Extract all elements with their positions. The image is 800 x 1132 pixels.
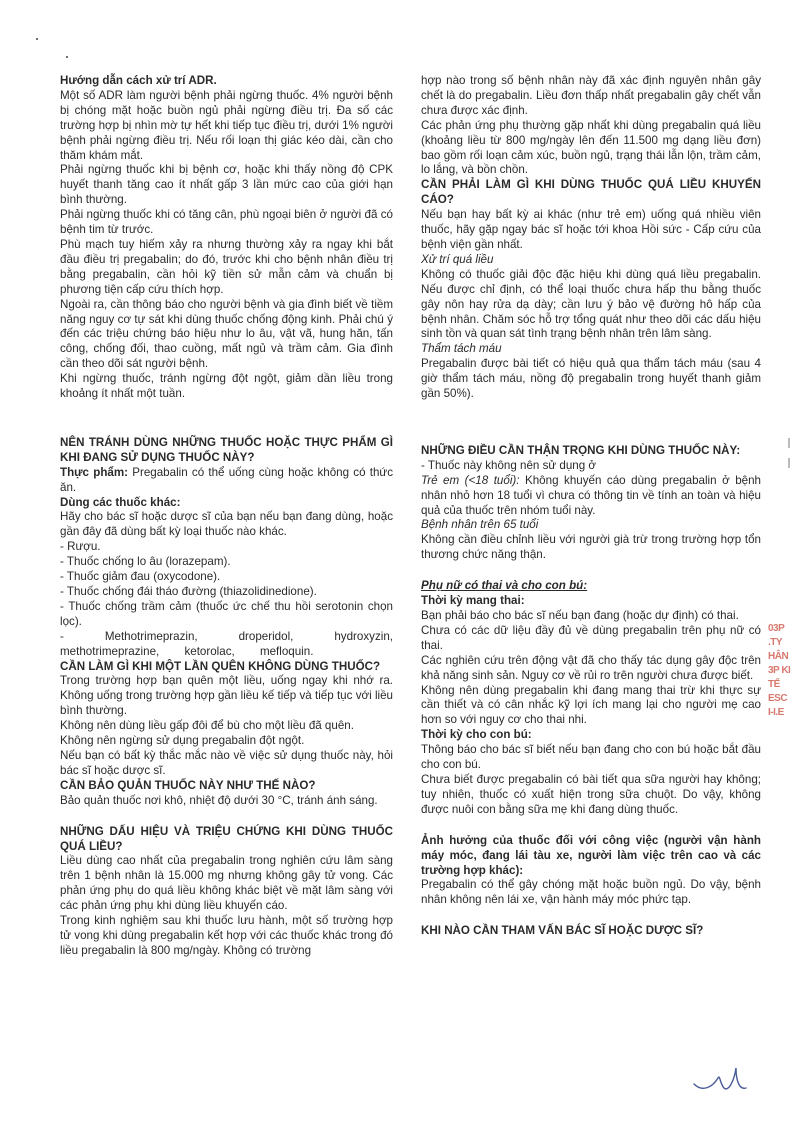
pregnancy-paragraph: Bạn phải báo cho bác sĩ nếu bạn đang (hoặc dự định) có thai. — [421, 609, 739, 622]
adr-paragraph: Khi ngừng thuốc, tránh ngừng đột ngột, giảm dần liều trong khoảng ít nhất một tuần. — [60, 372, 393, 401]
left-column — [60, 74, 393, 959]
adr-paragraph: Ngoài ra, cần thông báo cho người bệnh và gia đình biết về tiềm năng nguy cơ tự sát khi dùng thuốc chống động kinh. Phải chú ý đến các triệu chứng báo hiệu như lo âu, vật vã, hung hăn, tấn công, chống đối, thao cuồng, mất ngủ và trầm cảm. Gia đình cần theo dõi sát người bệnh. — [60, 297, 393, 371]
storage-heading: CẦN BẢO QUẢN THUỐC NÀY NHƯ THẾ NÀO? — [60, 778, 316, 792]
overdose-paragraph: Liều dùng cao nhất của pregabalin trong nghiên cứu lâm sàng trên 1 bệnh nhân là 15.000 mg nhưng không gây tử vong. Các phản ứng phụ do quá liều không khác biệt về mặt lâm sàng với các phản ứng phụ khi dùng liều khuyến cáo. — [60, 854, 393, 913]
food-label: Thực phẩm: — [60, 465, 129, 479]
overdose-action-text: Nếu bạn hay bất kỳ ai khác (như trẻ em) uống quá nhiều viên thuốc, hãy gặp ngay bác sĩ hoặc tới khoa Hồi sức - Cấp cứu của bệnh viện gần nhất. — [421, 208, 761, 251]
adr-heading: Hướng dẫn cách xử trí ADR. — [60, 74, 217, 87]
overdose-heading: NHỮNG DẤU HIỆU VÀ TRIỆU CHỨNG KHI DÙNG THUỐC QUÁ LIỀU? — [60, 824, 393, 853]
stamp-text: 3P KI — [768, 665, 791, 676]
overdose-continued: Các phản ứng phụ thường gặp nhất khi dùng pregabalin quá liều (khoảng liều từ 800 mg/ngày lên đến 11.500 mg dạng liều đơn) bao gồm rối loạn cảm xúc, buồn ngủ, trạng thái lẫn lộn, trầm cảm, lo lắng, và bồn chồn. — [421, 118, 761, 177]
pregnancy-label: Thời kỳ mang thai: — [421, 594, 525, 608]
elderly-text: Không cần điều chỉnh liều với người già trừ trong trường hợp tổn thương chức năng thận. — [421, 533, 761, 562]
consult-heading: KHI NÀO CẦN THAM VẤN BÁC SĨ HOẶC DƯỢC SĨ? — [421, 924, 704, 938]
other-drugs-intro: Hãy cho bác sĩ hoặc dược sĩ của bạn nếu bạn đang dùng, hoặc gần đây đã dùng bất kỳ loại thuốc nào khác. — [60, 510, 393, 539]
drug-item: - Thuốc chống trầm cảm (thuốc ức chế thu hồi serotonin chọn lọc). — [60, 599, 393, 628]
work-effects-heading: Ảnh hưởng của thuốc đối với công việc (người vận hành máy móc, đang lái tàu xe, người làm việc trên cao và các trường hợp khác): — [421, 833, 761, 877]
stamp-text: I-I.E — [768, 707, 784, 718]
dialysis-label: Thẩm tách máu — [421, 342, 502, 356]
stamp-text: .TY — [768, 637, 783, 648]
children-label: Trẻ em (<18 tuổi): — [421, 473, 520, 487]
missed-paragraph: Không nên ngừng sử dụng pregabalin đột ngột. — [60, 734, 305, 748]
adr-paragraph: Phải ngừng thuốc khi có tăng cân, phù ngoại biên ở người đã có bệnh tim từ trước. — [60, 208, 393, 237]
adr-paragraph: Phải ngừng thuốc khi bị bệnh cơ, hoặc khi thấy nồng độ CPK huyết thanh tăng cao ít nhất gấp 3 lần mức cao của giới hạn bình thường. — [60, 163, 393, 207]
other-drugs-label: Dùng các thuốc khác: — [60, 495, 181, 509]
dialysis-text: Pregabalin được bài tiết có hiệu quả qua thẩm tách máu (sau 4 giờ thẩm tách máu, nồng độ pregabalin trong huyết thanh giảm gần 50%). — [421, 357, 761, 401]
elderly-label: Bệnh nhân trên 65 tuổi — [421, 518, 539, 532]
food-text: Pregabalin có thể uống cùng hoặc không có thức ăn. — [60, 465, 393, 494]
drug-item: - Thuốc giảm đau (oxycodone). — [60, 570, 221, 584]
drug-item: - Methotrimeprazin, droperidol, hydroxyzin, methotrimeprazine, ketorolac, mefloquin. — [60, 629, 393, 658]
missed-paragraph: Nếu bạn có bất kỳ thắc mắc nào về việc sử dụng thuốc này, hỏi bác sĩ hoặc dược sĩ. — [60, 748, 393, 777]
lactation-paragraph: Chưa biết được pregabalin có bài tiết qua sữa người hay không; tuy nhiên, thuốc có xuất hiện trong sữa chuột. Do vậy, không được nuôi con bằng sữa mẹ khi đang dùng thuốc. — [421, 772, 761, 816]
overdose-paragraph: Trong kinh nghiệm sau khi thuốc lưu hành, một số trường hợp tử vong khi dùng pregabalin kết hợp với các thuốc khác trong đó liều pregabalin là 800 mg/ngày. Không có trường — [60, 914, 393, 957]
caution-intro: - Thuốc này không nên sử dụng ở — [421, 458, 596, 472]
stamp-text: 03P — [768, 623, 785, 634]
overdose-continued: hợp nào trong số bệnh nhân này đã xác định nguyên nhân gây chết là do pregabalin. Liều đơn thấp nhất pregabalin gây chết vẫn chưa được xác định. — [421, 74, 761, 117]
drug-item: - Thuốc chống đái tháo đường (thiazolidinedione). — [60, 585, 317, 598]
stamp-text: TẾ — [768, 679, 780, 690]
work-effects-text: Pregabalin có thể gây chóng mặt hoặc buồn ngủ. Do vậy, bệnh nhân không nên lái xe, vận hành máy móc phức tạp. — [421, 878, 761, 907]
adr-paragraph: Phù mạch tuy hiếm xảy ra nhưng thường xảy ra ngay khi bắt đầu điều trị pregabalin; do đó, trước khi cho bệnh nhân điều trị bằng pregabalin, cần hỏi kỹ tiền sử mẫn cảm và chuẩn bị phương tiện cấp cứu thích hợp. — [60, 237, 393, 296]
overdose-action-heading: CẦN PHẢI LÀM GÌ KHI DÙNG THUỐC QUÁ LIỀU KHUYẾN CÁO? — [421, 178, 761, 207]
scan-edge-mark — [788, 438, 790, 448]
food-paragraph — [60, 466, 393, 496]
stamp-text: ESC — [768, 693, 788, 704]
caution-heading: NHỮNG ĐIỀU CẦN THẬN TRỌNG KHI DÙNG THUỐC NÀY: — [421, 443, 741, 457]
missed-dose-heading: CẦN LÀM GÌ KHI MỘT LẦN QUÊN KHÔNG DÙNG THUỐC? — [60, 659, 381, 673]
drug-item: - Thuốc chống lo âu (lorazepam). — [60, 555, 231, 569]
missed-paragraph: Trong trường hợp bạn quên một liều, uống ngay khi nhớ ra. Không uống trong trường hợp gần liều kế tiếp và tiếp tục với liều bình thường. — [60, 674, 393, 718]
treatment-label: Xử trí quá liều — [421, 252, 494, 266]
pregnancy-paragraph: Các nghiên cứu trên động vật đã cho thấy tác dụng gây độc trên khả năng sinh sản. Nguy cơ về rủi ro trên người chưa được biết. — [421, 653, 761, 682]
stamp-fragment — [768, 622, 798, 720]
pregnancy-paragraph: Không nên dùng pregabalin khi đang mang thai trừ khi thực sự cần thiết và có cân nhắc kỹ lợi ích mang lại cho người mẹ cao hơn so với nguy cơ cho thai nhi. — [421, 683, 761, 727]
treatment-text: Không có thuốc giải độc đặc hiệu khi dùng quá liều pregabalin. Nếu được chỉ định, có thể loại thuốc chưa hấp thu bằng thuốc gây nôn hay rửa dạ dày; cần lưu ý bảo vệ đường hô hấp của bệnh nhân. Chăm sóc hỗ trợ tổng quát như theo dõi các dấu hiệu sinh tồn và quan sát tình trạng bệnh nhân trên lâm sàng. — [421, 267, 761, 341]
scan-edge-mark — [788, 458, 790, 468]
storage-paragraph: Bảo quản thuốc nơi khô, nhiệt độ dưới 30 °C, tránh ánh sáng. — [60, 793, 378, 807]
right-column — [421, 74, 761, 939]
signature-scribble — [690, 1058, 750, 1098]
scan-speck — [66, 56, 68, 58]
women-heading: Phụ nữ có thai và cho con bú: — [421, 579, 588, 593]
stamp-text: HÂN — [768, 651, 789, 662]
adr-paragraph: Một số ADR làm người bệnh phải ngừng thuốc. 4% người bệnh bị chóng mặt hoặc buồn ngủ phải ngừng điều trị. Đa số các trường hợp bị nhìn mờ tự hết khi tiếp tục điều trị, dưới 1% người bệnh phải ngừng điều trị. Nếu rối loạn thị giác kéo dài, cần cho thăm khám mắt. — [60, 88, 393, 162]
scan-speck — [36, 38, 38, 40]
lactation-paragraph: Thông báo cho bác sĩ biết nếu bạn đang cho con bú hoặc bắt đầu cho con bú. — [421, 743, 761, 772]
pregnancy-paragraph: Chưa có các dữ liệu đầy đủ về dùng pregabalin trên phụ nữ có thai. — [421, 623, 761, 652]
avoid-heading: NÊN TRÁNH DÙNG NHỮNG THUỐC HOẶC THỰC PHẨM GÌ KHI ĐANG SỬ DỤNG THUỐC NÀY? — [60, 435, 393, 464]
children-paragraph — [421, 474, 761, 519]
drug-item: - Rượu. — [60, 540, 101, 554]
missed-paragraph: Không nên dùng liều gấp đôi để bù cho một liều đã quên. — [60, 719, 354, 733]
children-text: Không khuyến cáo dùng pregabalin ở bệnh nhân nhỏ hơn 18 tuổi vì chưa có thông tin về tính an toàn và hiệu quả của thuốc trên nhóm tuổi này. — [421, 473, 762, 517]
lactation-label: Thời kỳ cho con bú: — [421, 728, 532, 742]
